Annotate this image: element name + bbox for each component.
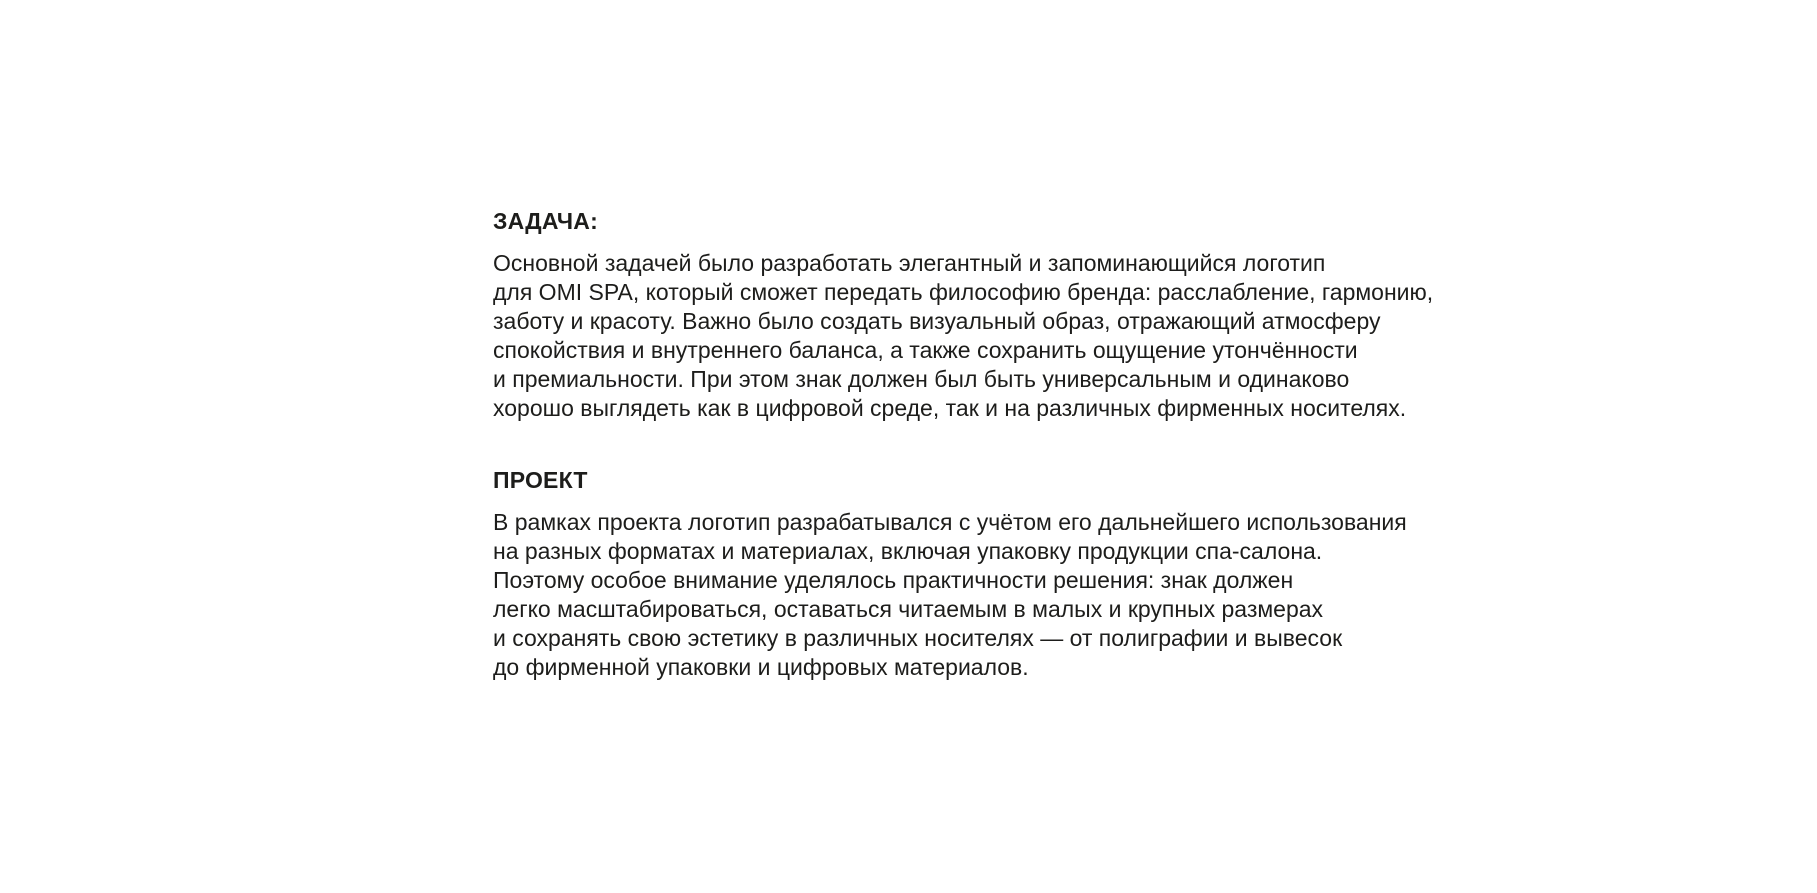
paragraph-line: легко масштабироваться, оставаться читаемым в малых и крупных размерах xyxy=(493,596,1324,622)
task-paragraph xyxy=(493,249,1493,423)
project-paragraph xyxy=(493,508,1493,682)
text-content xyxy=(493,206,1493,682)
paragraph-line: хорошо выглядеть как в цифровой среде, так и на различных фирменных носителях. xyxy=(493,395,1407,421)
task-section xyxy=(493,206,1493,423)
paragraph-line: до фирменной упаковки и цифровых материалов. xyxy=(493,654,1029,680)
paragraph-line: заботу и красоту. Важно было создать визуальный образ, отражающий атмосферу xyxy=(493,308,1381,334)
paragraph-line: спокойствия и внутреннего баланса, а также сохранить ощущение утончённости xyxy=(493,337,1358,363)
project-section xyxy=(493,465,1493,682)
paragraph-line: для OMI SPA, который сможет передать философию бренда: расслабление, гармонию, xyxy=(493,279,1434,305)
paragraph-line: Поэтому особое внимание уделялось практичности решения: знак должен xyxy=(493,567,1294,593)
project-heading: ПРОЕКТ xyxy=(493,467,588,493)
paragraph-line: В рамках проекта логотип разрабатывался с учётом его дальнейшего использования xyxy=(493,509,1407,535)
paragraph-line: Основной задачей было разработать элегантный и запоминающийся логотип xyxy=(493,250,1326,276)
paragraph-line: и сохранять свою эстетику в различных носителях — от полиграфии и вывесок xyxy=(493,625,1343,651)
paragraph-line: и премиальности. При этом знак должен был быть универсальным и одинаково xyxy=(493,366,1350,392)
task-heading: ЗАДАЧА: xyxy=(493,208,598,234)
paragraph-line: на разных форматах и материалах, включая упаковку продукции спа-салона. xyxy=(493,538,1323,564)
